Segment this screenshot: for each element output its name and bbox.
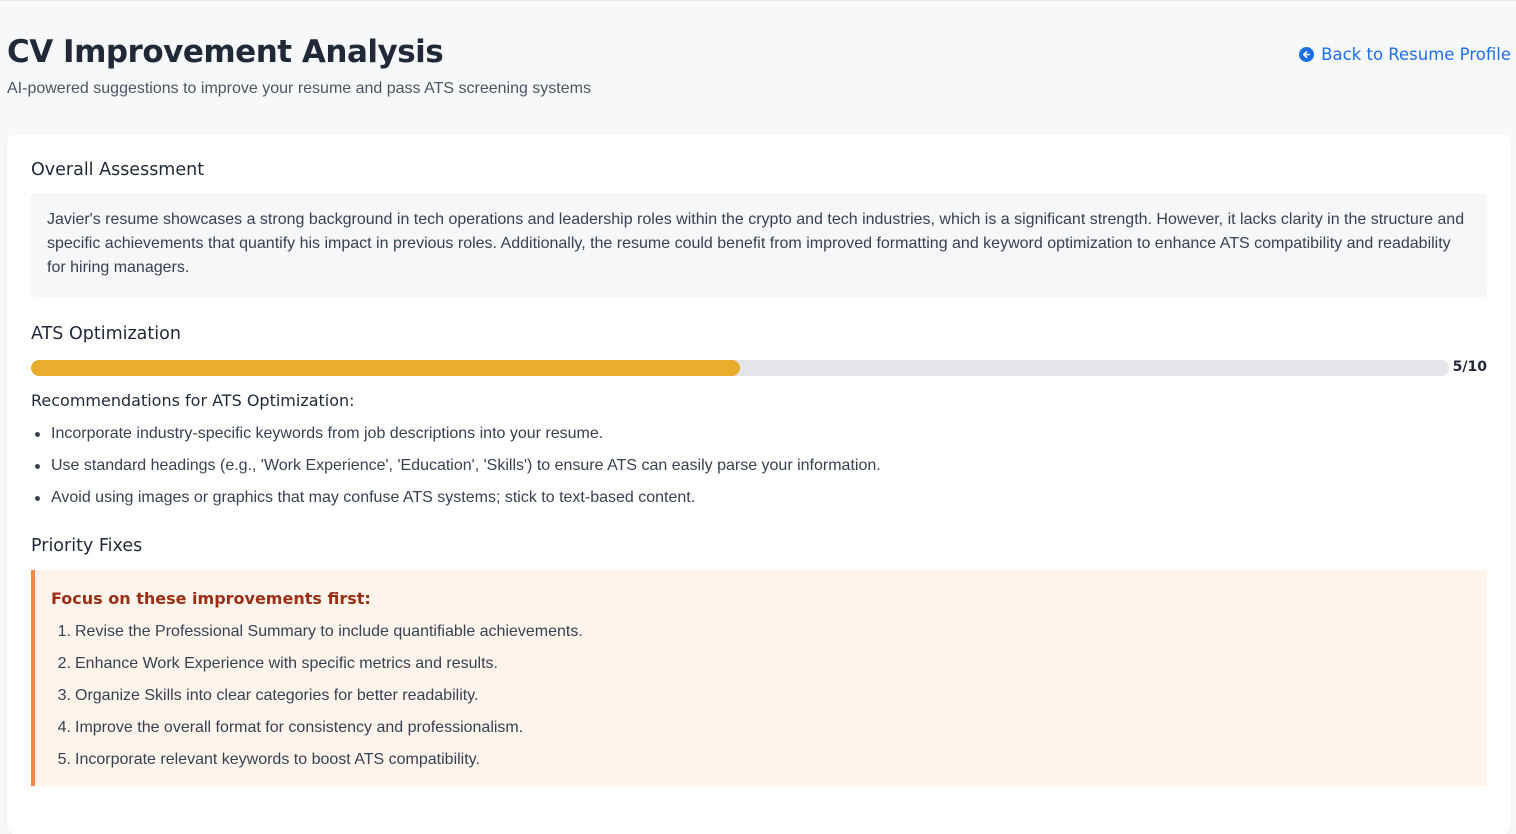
overall-assessment-text: Javier's resume showcases a strong background in tech operations and leadership roles within the crypto and tech industries, which is a significant strength. However, it lacks clarity in the structure and specific achievements that quantify his impact in previous roles. Additionally, the resume could benefit from improved formatting and keyword optimization to enhance ATS compatibility and readability for hiring managers.	[31, 193, 1487, 297]
ats-recommendations-title: Recommendations for ATS Optimization:	[31, 391, 355, 410]
list-item-text: Revise the Professional Summary to include quantifiable achievements.	[75, 623, 583, 640]
list-item	[51, 684, 583, 716]
list-item: Incorporate industry-specific keywords from job descriptions into your resume.	[31, 422, 881, 454]
list-item-number: 1.	[57, 623, 71, 640]
page-title: CV Improvement Analysis	[7, 34, 444, 70]
list-item	[51, 620, 583, 652]
priority-fixes-heading: Focus on these improvements first:	[51, 589, 371, 608]
priority-fixes-title: Priority Fixes	[31, 536, 143, 556]
list-item	[51, 716, 583, 748]
list-item-text: Incorporate relevant keywords to boost ATS compatibility.	[75, 751, 480, 768]
page-subtitle: AI-powered suggestions to improve your resume and pass ATS screening systems	[7, 80, 591, 97]
ats-score-bar-fill	[31, 360, 740, 376]
arrow-left-circle-icon	[1299, 47, 1314, 62]
top-divider	[0, 0, 1516, 1]
list-item-text: Enhance Work Experience with specific metrics and results.	[75, 655, 498, 672]
overall-assessment-title: Overall Assessment	[31, 160, 205, 180]
ats-score-label: 5/10	[1452, 359, 1487, 375]
ats-recommendations-list	[31, 422, 881, 518]
priority-fixes-list	[51, 620, 583, 780]
list-item-number: 5.	[57, 751, 71, 768]
list-item-text: Improve the overall format for consistency and professionalism.	[75, 719, 524, 736]
ats-optimization-title: ATS Optimization	[31, 324, 181, 344]
back-link-label: Back to Resume Profile	[1321, 45, 1511, 64]
list-item	[51, 652, 583, 684]
page-header	[7, 30, 1511, 97]
list-item-number: 4.	[57, 719, 71, 736]
list-item: Avoid using images or graphics that may confuse ATS systems; stick to text-based content.	[31, 486, 881, 518]
list-item: Use standard headings (e.g., 'Work Experience', 'Education', 'Skills') to ensure ATS can easily parse your information.	[31, 454, 881, 486]
priority-fixes-box	[31, 570, 1487, 786]
back-to-resume-profile-link[interactable]	[1299, 45, 1511, 64]
list-item-text: Organize Skills into clear categories for better readability.	[75, 687, 479, 704]
ats-score-bar	[31, 360, 1449, 376]
list-item	[51, 748, 583, 780]
list-item-number: 2.	[57, 655, 71, 672]
analysis-card	[7, 134, 1511, 834]
list-item-number: 3.	[57, 687, 71, 704]
